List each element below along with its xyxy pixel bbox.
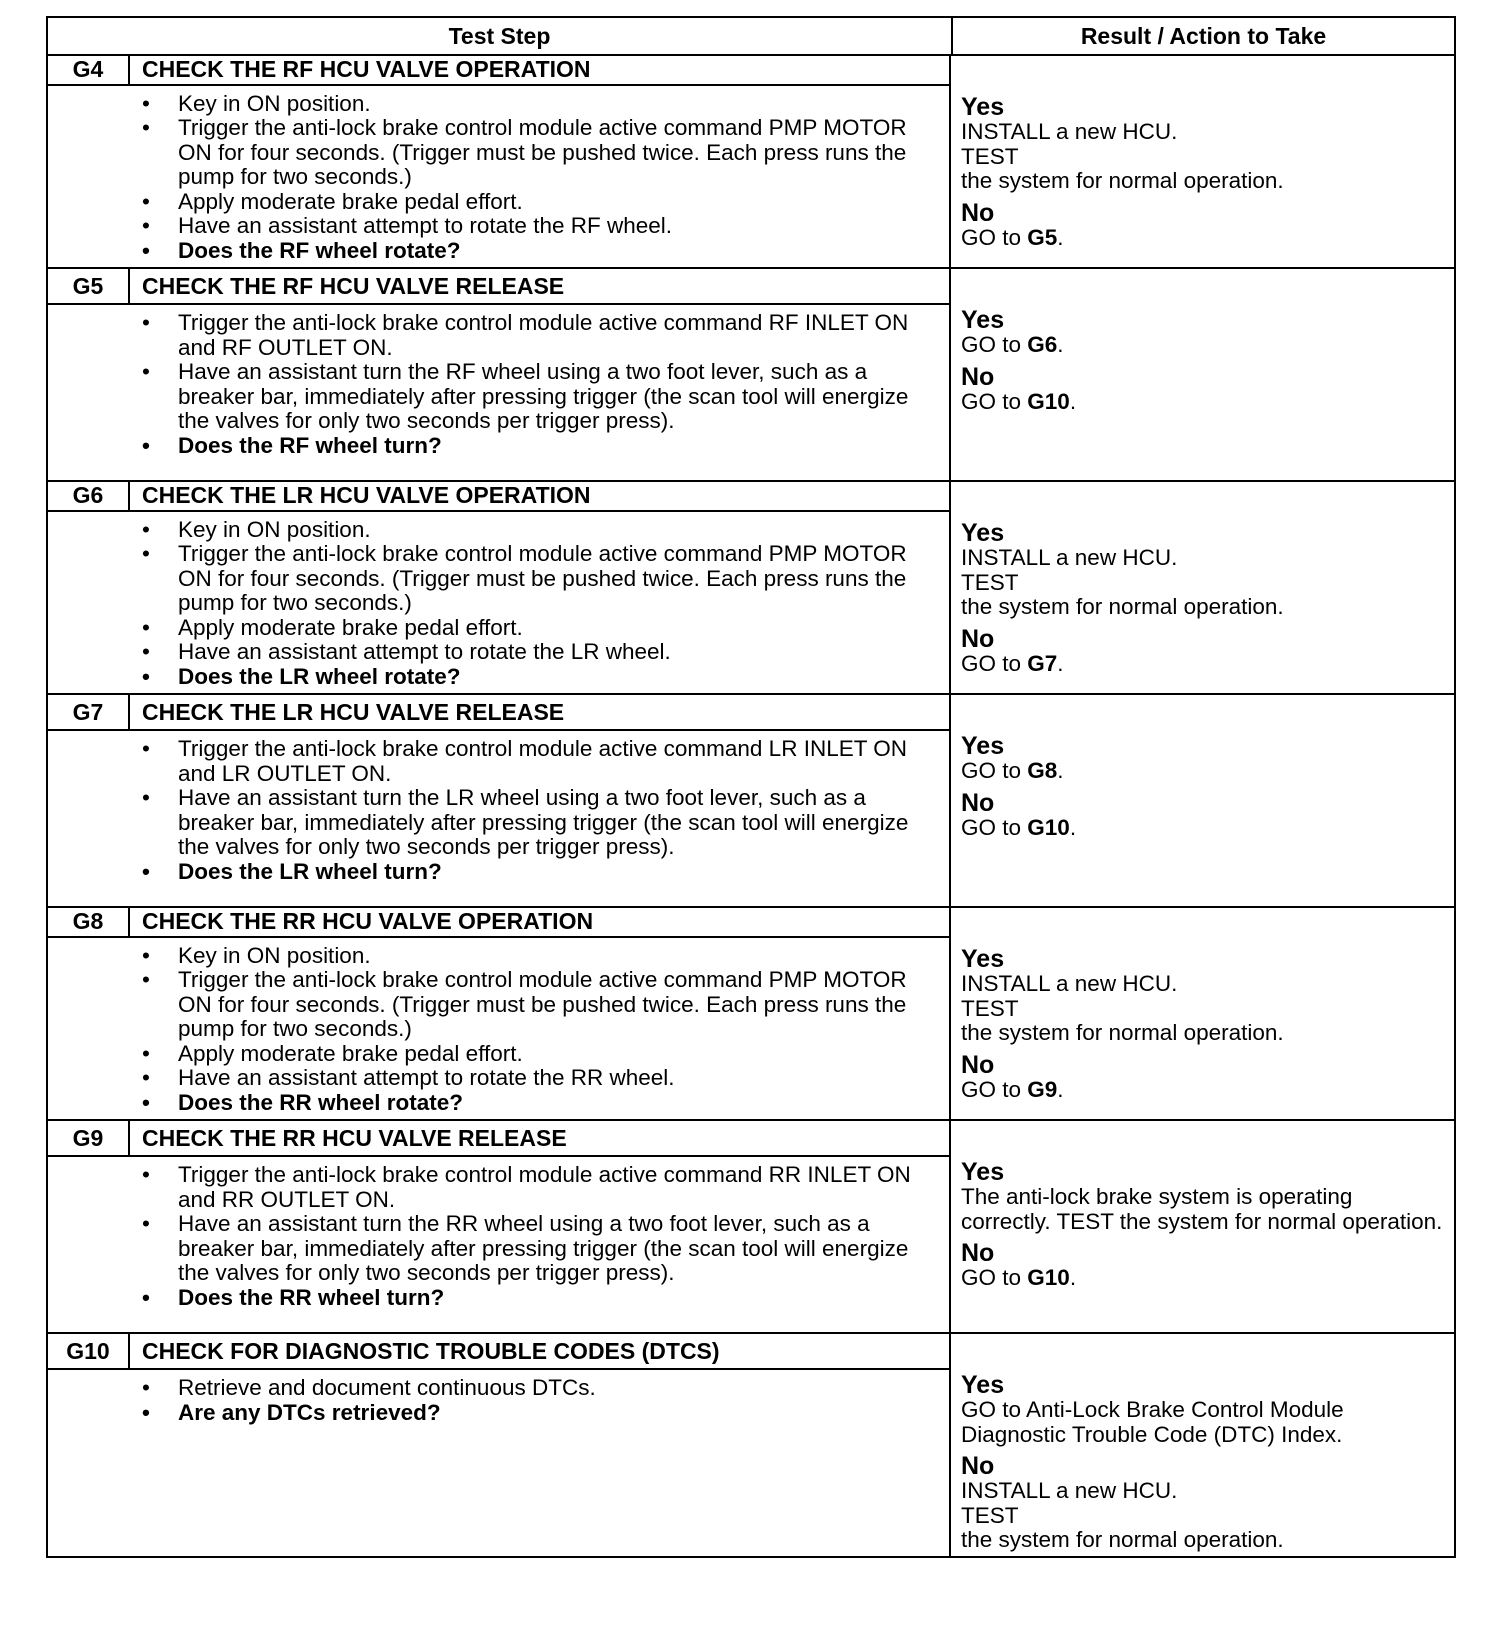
yes-action-line: the system for normal operation.	[961, 168, 1284, 193]
yes-action-period: .	[1057, 332, 1064, 357]
step-title: CHECK THE LR HCU VALVE OPERATION	[142, 482, 591, 509]
test-step-cell	[48, 56, 951, 267]
step-instruction: • Trigger the anti-lock brake control module active command LR INLET ON and LR OUTLET ON.	[48, 737, 949, 786]
step-instruction: • Trigger the anti-lock brake control module active command PMP MOTOR ON for four seconds. (Trigger must be pushed twice. Each press runs the pump for two seconds.)	[48, 542, 949, 616]
no-action-period: .	[1057, 650, 1064, 676]
step-title-row	[48, 56, 949, 86]
step-instruction: • Trigger the anti-lock brake control module active command PMP MOTOR ON for four seconds. (Trigger must be pushed twice. Each press runs the pump for two seconds.)	[48, 116, 949, 190]
yes-action-text: GO to	[961, 332, 1028, 357]
no-label: No	[961, 1050, 995, 1079]
no-action-text: GO to	[961, 650, 1028, 676]
step-row	[48, 269, 1454, 482]
yes-action-line: TEST	[961, 995, 1019, 1021]
yes-label: Yes	[961, 1158, 1005, 1186]
step-row	[48, 482, 1454, 695]
no-action-text: GO to	[961, 1265, 1028, 1290]
step-instruction: • Retrieve and document continuous DTCs.	[48, 1376, 949, 1401]
step-row	[48, 1334, 1454, 1556]
yes-action-step-ref: G8	[1027, 758, 1058, 783]
step-question: • Does the RF wheel turn?	[48, 434, 949, 459]
result-action-cell	[951, 482, 1454, 693]
step-row	[48, 908, 1454, 1121]
yes-action-line: GO to Anti-Lock Brake Control Module Diagnostic Trouble Code (DTC) Index.	[961, 1397, 1344, 1447]
no-label: No	[961, 1452, 995, 1480]
no-action-step-ref: G7	[1027, 650, 1058, 676]
step-number: G7	[48, 695, 130, 729]
test-step-cell	[48, 695, 951, 906]
yes-action-text: GO to	[961, 758, 1028, 783]
no-action-text: GO to	[961, 814, 1028, 840]
no-action-step-ref: G10	[1027, 388, 1070, 414]
step-question: • Does the RF wheel rotate?	[48, 239, 949, 264]
step-instructions	[48, 1370, 949, 1429]
yes-label: Yes	[961, 1371, 1005, 1399]
step-instructions	[48, 305, 949, 462]
no-label: No	[961, 788, 995, 817]
yes-action-period: .	[1057, 758, 1064, 783]
no-action-period: .	[1069, 388, 1077, 414]
yes-label: Yes	[961, 306, 1005, 334]
yes-action-line: the system for normal operation.	[961, 1020, 1284, 1045]
step-instruction: • Apply moderate brake pedal effort.	[48, 616, 949, 641]
step-question: • Does the RR wheel turn?	[48, 1286, 949, 1311]
step-number: G10	[48, 1334, 130, 1368]
step-row	[48, 695, 1454, 908]
step-instructions	[48, 512, 949, 694]
no-action-step-ref: G9	[1027, 1076, 1058, 1102]
yes-label: Yes	[961, 945, 1005, 973]
step-instruction: • Have an assistant turn the RR wheel using a two foot lever, such as a breaker bar, immediately after pressing trigger (the scan tool will energize the valves for only two seconds per trigger press).	[48, 1212, 949, 1286]
step-title: CHECK THE RF HCU VALVE RELEASE	[142, 272, 565, 299]
no-action-step-ref: G10	[1027, 814, 1070, 840]
yes-action-line: INSTALL a new HCU.	[961, 545, 1178, 570]
result-action-cell	[951, 695, 1454, 906]
no-action-step-ref: G10	[1027, 1265, 1070, 1290]
step-instructions	[48, 86, 949, 268]
no-label: No	[961, 1239, 995, 1267]
step-title-row	[48, 1121, 949, 1157]
step-title-row	[48, 908, 949, 938]
test-step-cell	[48, 1334, 951, 1556]
yes-action	[961, 1185, 1446, 1234]
step-instruction: • Key in ON position.	[48, 92, 949, 117]
yes-action	[961, 120, 1446, 194]
step-title: CHECK THE RR HCU VALVE OPERATION	[142, 908, 594, 935]
test-steps	[48, 56, 1454, 1556]
step-instruction: • Key in ON position.	[48, 518, 949, 543]
yes-action	[961, 1398, 1446, 1447]
result-action-cell	[951, 1121, 1454, 1332]
header-result-action: Result / Action to Take	[1080, 22, 1327, 49]
step-instruction: • Have an assistant turn the RF wheel using a two foot lever, such as a breaker bar, immediately after pressing trigger (the scan tool will energize the valves for only two seconds per trigger press).	[48, 360, 949, 434]
step-question: • Does the LR wheel turn?	[48, 860, 949, 885]
no-action-period: .	[1069, 1265, 1077, 1290]
step-title: CHECK FOR DIAGNOSTIC TROUBLE CODES (DTCS)	[142, 1337, 720, 1364]
step-instruction: • Apply moderate brake pedal effort.	[48, 1042, 949, 1067]
no-label: No	[961, 362, 995, 391]
step-title: CHECK THE RR HCU VALVE RELEASE	[142, 1124, 567, 1151]
result-action-cell	[951, 908, 1454, 1119]
yes-action-line: INSTALL a new HCU.	[961, 971, 1178, 996]
step-instruction: • Have an assistant attempt to rotate the RF wheel.	[48, 214, 949, 239]
yes-action	[961, 546, 1446, 620]
step-number: G4	[48, 56, 130, 84]
step-title-row	[48, 269, 949, 305]
no-action-text: GO to	[961, 1076, 1028, 1102]
diagnostic-table	[46, 16, 1456, 1558]
step-row	[48, 1121, 1454, 1334]
step-question: • Does the RR wheel rotate?	[48, 1091, 949, 1116]
yes-action-line: TEST	[961, 143, 1019, 169]
step-title-row	[48, 1334, 949, 1370]
step-instruction: • Trigger the anti-lock brake control module active command RR INLET ON and RR OUTLET ON.	[48, 1163, 949, 1212]
step-instructions	[48, 1157, 949, 1314]
step-instruction: • Trigger the anti-lock brake control module active command RF INLET ON and RF OUTLET ON.	[48, 311, 949, 360]
step-instruction: • Key in ON position.	[48, 944, 949, 969]
no-label: No	[961, 624, 995, 653]
yes-action-line: TEST	[961, 569, 1019, 595]
test-step-cell	[48, 908, 951, 1119]
step-instruction: • Apply moderate brake pedal effort.	[48, 190, 949, 215]
no-action	[961, 390, 1446, 415]
step-number: G6	[48, 482, 130, 510]
step-title: CHECK THE RF HCU VALVE OPERATION	[142, 56, 591, 83]
step-title-row	[48, 482, 949, 512]
no-action-line: the system for normal operation.	[961, 1527, 1284, 1552]
yes-action	[961, 333, 1446, 358]
result-action-cell	[951, 1334, 1454, 1556]
no-action-line: INSTALL a new HCU.	[961, 1478, 1178, 1503]
no-label: No	[961, 198, 995, 227]
no-action	[961, 1479, 1446, 1553]
step-instruction: • Trigger the anti-lock brake control module active command PMP MOTOR ON for four seconds. (Trigger must be pushed twice. Each press runs the pump for two seconds.)	[48, 968, 949, 1042]
yes-action	[961, 759, 1446, 784]
no-action-step-ref: G5	[1027, 224, 1058, 250]
step-question: • Does the LR wheel rotate?	[48, 665, 949, 690]
test-step-cell	[48, 269, 951, 480]
result-action-cell	[951, 269, 1454, 480]
no-action-period: .	[1057, 1076, 1064, 1102]
step-instructions	[48, 731, 949, 888]
no-action-period: .	[1069, 814, 1077, 840]
step-instruction: • Have an assistant turn the LR wheel using a two foot lever, such as a breaker bar, immediately after pressing trigger (the scan tool will energize the valves for only two seconds per trigger press).	[48, 786, 949, 860]
step-instruction: • Have an assistant attempt to rotate the RR wheel.	[48, 1066, 949, 1091]
step-question: • Are any DTCs retrieved?	[48, 1401, 949, 1426]
step-instructions	[48, 938, 949, 1120]
yes-label: Yes	[961, 519, 1005, 547]
no-action	[961, 1266, 1446, 1291]
step-number: G9	[48, 1121, 130, 1155]
step-number: G5	[48, 269, 130, 303]
step-row	[48, 56, 1454, 269]
step-instruction: • Have an assistant attempt to rotate the LR wheel.	[48, 640, 949, 665]
no-action-line: TEST	[961, 1502, 1019, 1528]
no-action	[961, 226, 1446, 251]
no-action	[961, 816, 1446, 841]
no-action	[961, 1078, 1446, 1103]
no-action-text: GO to	[961, 224, 1028, 250]
yes-action-line: The anti-lock brake system is operating correctly. TEST the system for normal operation.	[961, 1184, 1443, 1234]
header-test-step: Test Step	[48, 18, 953, 54]
no-action-period: .	[1057, 224, 1064, 250]
step-title-row	[48, 695, 949, 731]
test-step-cell	[48, 1121, 951, 1332]
table-header	[48, 18, 1454, 56]
yes-action-step-ref: G6	[1027, 332, 1058, 357]
result-action-cell	[951, 56, 1454, 267]
yes-action-line: the system for normal operation.	[961, 594, 1284, 619]
no-action-text: GO to	[961, 388, 1028, 414]
step-title: CHECK THE LR HCU VALVE RELEASE	[142, 698, 565, 725]
yes-action-line: INSTALL a new HCU.	[961, 119, 1178, 144]
yes-label: Yes	[961, 93, 1005, 121]
test-step-cell	[48, 482, 951, 693]
step-number: G8	[48, 908, 130, 936]
yes-label: Yes	[961, 732, 1005, 760]
no-action	[961, 652, 1446, 677]
yes-action	[961, 972, 1446, 1046]
